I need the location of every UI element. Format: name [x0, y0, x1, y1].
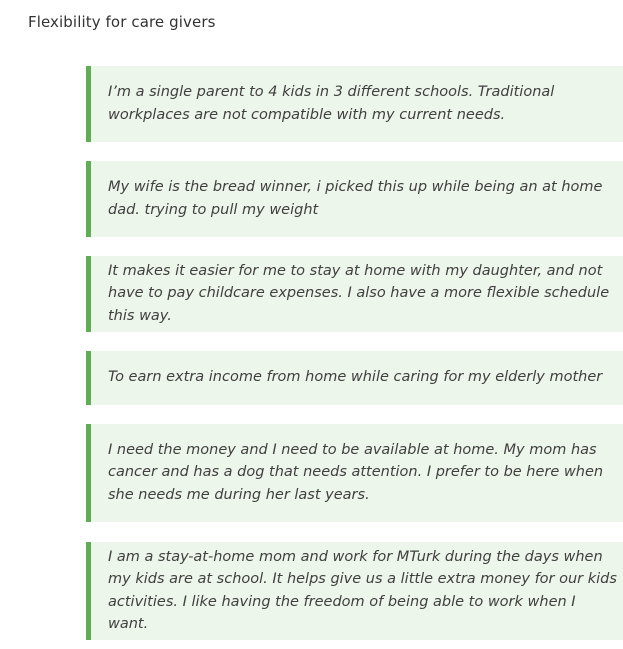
- quote-text: I am a stay-at-home mom and work for MTurk during the days when my kids are at school. It helps give us a little extra money for our kids activities. I like having the freedom of being able to work when I want.: [108, 548, 617, 632]
- quote-text: It makes it easier for me to stay at home with my daughter, and not have to pay childcare expenses. I also have a more flexible schedule this way.: [108, 262, 610, 324]
- quote-block: [86, 256, 623, 332]
- quote-text: My wife is the bread winner, i picked this up while being an at home dad. trying to pull my weight: [108, 179, 603, 218]
- quote-block: [86, 66, 623, 142]
- quote-block: [86, 161, 623, 237]
- section-title: Flexibility for care givers: [28, 13, 216, 31]
- quote-block: [86, 424, 623, 522]
- quote-text: I need the money and I need to be available at home. My mom has cancer and has a dog that needs attention. I prefer to be here when she needs me during her last years.: [108, 441, 604, 503]
- quote-text: To earn extra income from home while caring for my elderly mother: [108, 369, 603, 386]
- quote-block: [86, 542, 623, 640]
- quote-text: I’m a single parent to 4 kids in 3 different schools. Traditional workplaces are not compatible with my current needs.: [108, 84, 555, 123]
- quote-block: [86, 351, 623, 405]
